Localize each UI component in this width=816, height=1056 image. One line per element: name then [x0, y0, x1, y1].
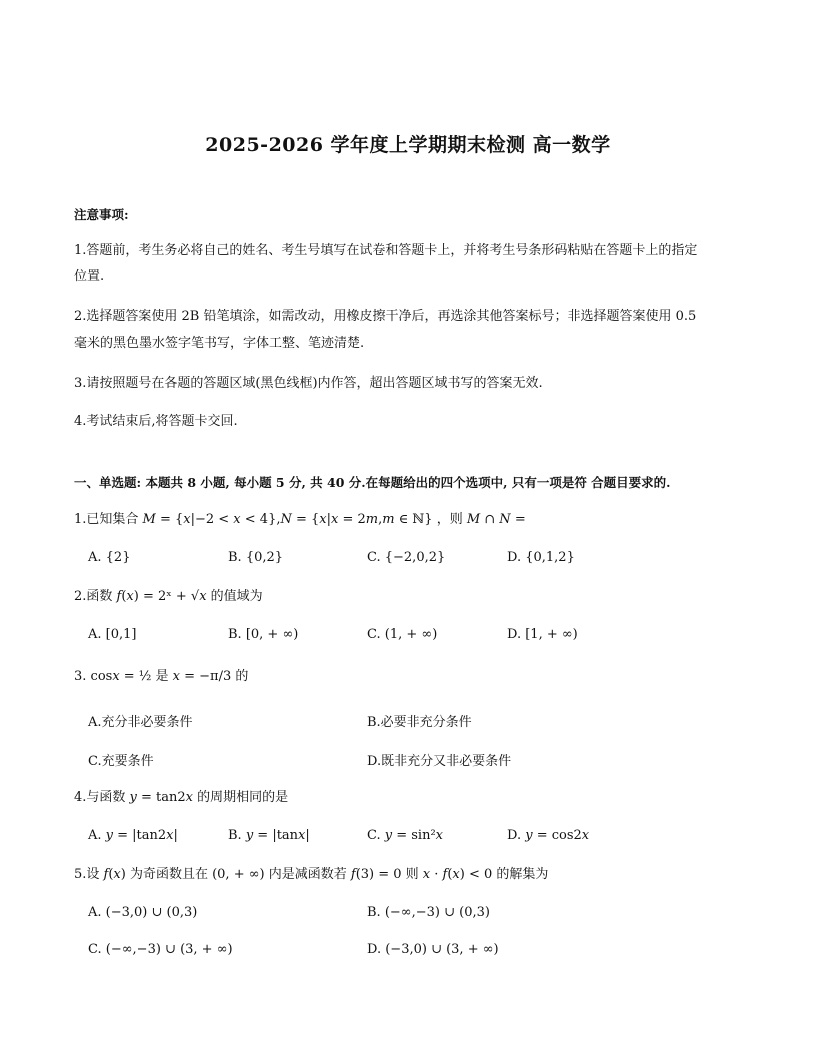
question-5-option-b: B. (−∞,−3) ∪ (0,3): [367, 905, 490, 920]
question-3-option-c: C.充要条件: [88, 754, 154, 769]
question-5-option-c: C. (−∞,−3) ∪ (3, + ∞): [88, 942, 233, 957]
question-3-option-d: D.既非充分又非必要条件: [367, 754, 512, 769]
notice-item-3: 3.请按照题号在各题的答题区域(黑色线框)内作答，超出答题区域书写的答案无效.: [74, 376, 543, 391]
question-4-option-d: D. 𝑦 = cos2𝑥: [507, 828, 590, 843]
question-2-option-a: A. [0,1]: [88, 627, 137, 642]
question-1-option-b: B. {0,2}: [228, 550, 284, 565]
notice-item-1-line2: 位置.: [74, 269, 105, 284]
question-4-option-a: A. 𝑦 = |tan2𝑥|: [88, 828, 178, 843]
question-4-option-b: B. 𝑦 = |tan𝑥|: [228, 828, 310, 843]
question-4-option-c: C. 𝑦 = sin²𝑥: [367, 828, 443, 843]
question-4-stem: 4.与函数 𝑦 = tan2𝑥 的周期相同的是: [74, 790, 289, 805]
question-1-option-a: A. {2}: [88, 550, 131, 565]
question-5-stem: 5.设 𝑓(𝑥) 为奇函数且在 (0, + ∞) 内是减函数若 𝑓(3) = 0 则 𝑥 · 𝑓(𝑥) < 0 的解集为: [74, 867, 549, 882]
question-2-option-d: D. [1, + ∞): [507, 627, 578, 642]
question-1-stem: 1.已知集合 𝑀 = {𝑥|−2 < 𝑥 < 4},𝑁 = {𝑥|𝑥 = 2𝑚,𝑚 ∈ ℕ} ，则 𝑀 ∩ 𝑁 =: [74, 512, 526, 527]
question-5-option-d: D. (−3,0) ∪ (3, + ∞): [367, 942, 499, 957]
section1-heading: 一、单选题: 本题共 8 小题, 每小题 5 分, 共 40 分.在每题给出的四个选项中, 只有一项是符 合题目要求的.: [74, 475, 671, 490]
question-1-option-d: D. {0,1,2}: [507, 550, 575, 565]
notice-item-2-line1: 2.选择题答案使用 2B 铅笔填涂，如需改动，用橡皮擦干净后，再选涂其他答案标号；非选择题答案使用 0.5: [74, 309, 697, 324]
question-3-stem: 3. cos𝑥 = ½ 是 𝑥 = −π/3 的: [74, 669, 249, 684]
question-1-option-c: C. {−2,0,2}: [367, 550, 446, 565]
question-3-option-a: A.充分非必要条件: [88, 715, 193, 730]
question-2-option-c: C. (1, + ∞): [367, 627, 438, 642]
notice-item-2-line2: 毫米的黑色墨水签字笔书写，字体工整、笔迹清楚.: [74, 336, 365, 351]
question-2-stem: 2.函数 𝑓(𝑥) = 2ˣ + √𝑥 的值域为: [74, 589, 263, 604]
notice-heading: 注意事项:: [74, 207, 129, 222]
notice-item-1-line1: 1.答题前，考生务必将自己的姓名、考生号填写在试卷和答题卡上，并将考生号条形码粘贴在答题卡上的指定: [74, 243, 698, 258]
question-3-option-b: B.必要非充分条件: [367, 715, 472, 730]
notice-item-4: 4.考试结束后,将答题卡交回.: [74, 414, 238, 429]
question-5-option-a: A. (−3,0) ∪ (0,3): [88, 905, 198, 920]
document-title: 2025-2026 学年度上学期期末检测 高一数学: [205, 134, 611, 156]
question-2-option-b: B. [0, + ∞): [228, 627, 299, 642]
